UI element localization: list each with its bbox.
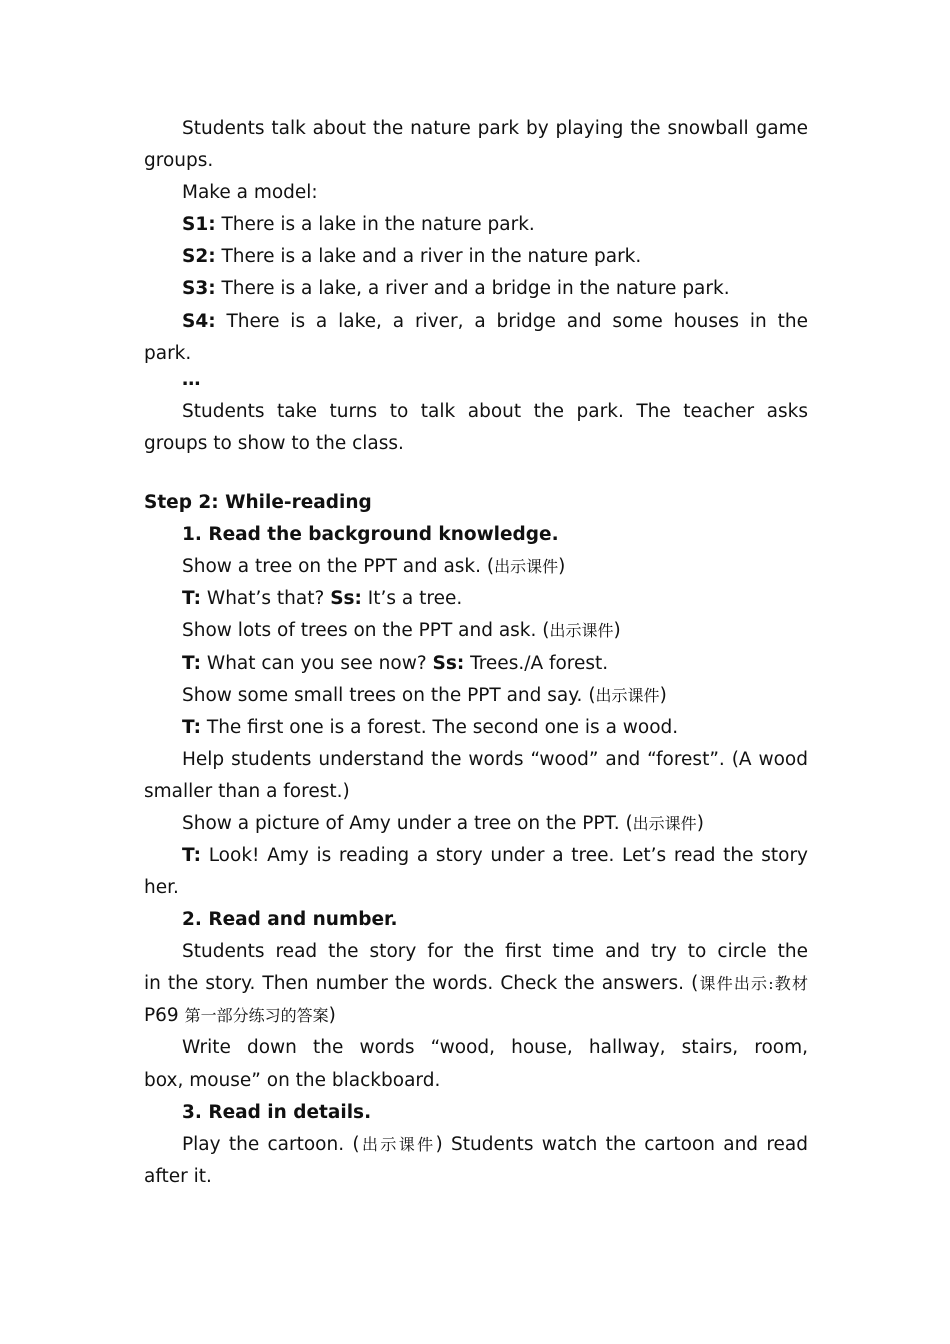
part2-line-3 xyxy=(144,1004,808,1028)
speaker-label: S4: xyxy=(182,311,216,332)
cn-note: 出示课件 xyxy=(359,1135,436,1154)
cn-note: 出示课件 xyxy=(632,814,697,833)
model-s1 xyxy=(182,213,808,237)
write-line-2: box, mouse” on the blackboard. xyxy=(144,1070,441,1091)
students-label: Ss: xyxy=(432,653,465,674)
show-text: Show lots of trees on the PPT and ask. ( xyxy=(182,620,550,641)
model-s4 xyxy=(182,310,808,334)
model-label: Make a model: xyxy=(182,182,318,203)
show-line-2 xyxy=(182,619,808,643)
show-line-3 xyxy=(182,684,808,708)
step2-heading: Step 2: While-reading xyxy=(144,492,372,513)
speaker-label: S1: xyxy=(182,214,216,235)
cn-note: 出示课件 xyxy=(549,621,614,640)
play-line-2: after it. xyxy=(144,1166,212,1187)
show-text: Show some small trees on the PPT and say. ( xyxy=(182,685,596,706)
close-paren: ) xyxy=(696,813,704,834)
teacher-label: T: xyxy=(182,717,202,738)
dialogue-3 xyxy=(182,716,808,740)
write-line-1: Write down the words “wood, house, hallway, stairs, room, xyxy=(182,1037,808,1058)
show-line-4 xyxy=(182,812,808,836)
cn-note: 第一部分练习的答案 xyxy=(184,1006,329,1025)
students-text: It’s a tree. xyxy=(361,588,463,609)
students-label: Ss: xyxy=(330,588,362,609)
page-ref: P69 xyxy=(144,1005,185,1026)
teacher-label: T: xyxy=(182,588,202,609)
teacher-text: What’s that? xyxy=(201,588,331,609)
show-text: Show a picture of Amy under a tree on the PPT. ( xyxy=(182,813,633,834)
cn-note: 出示课件 xyxy=(494,557,559,576)
students-text: Trees./A forest. xyxy=(464,653,609,674)
teacher-text: What can you see now? xyxy=(201,653,433,674)
teacher-text: The first one is a forest. The second one is a wood. xyxy=(201,717,679,738)
model-text: There is a lake, a river and a bridge in the nature park. xyxy=(215,278,730,299)
show-text: Show a tree on the PPT and ask. ( xyxy=(182,556,495,577)
part2-line-1: Students read the story for the first time and try to circle the xyxy=(182,941,808,962)
dialogue-2 xyxy=(182,652,808,676)
intro-line-2: groups. xyxy=(144,150,214,171)
turns-line-2: groups to show to the class. xyxy=(144,433,404,454)
teacher-text: Look! Amy is reading a story under a tree. Let’s read the story xyxy=(208,845,808,866)
ellipsis: … xyxy=(182,369,201,390)
part2-heading: 2. Read and number. xyxy=(182,909,398,930)
model-text: There is a lake and a river in the nature park. xyxy=(215,246,642,267)
help-line-1: Help students understand the words “wood” and “forest”. (A wood xyxy=(182,749,808,770)
close-paren: ) xyxy=(328,1005,336,1026)
intro-line-1: Students talk about the nature park by playing the snowball game xyxy=(182,118,808,139)
dialogue-4 xyxy=(182,844,808,868)
turns-line-1: Students take turns to talk about the park. The teacher asks xyxy=(182,401,808,422)
part2-line-2 xyxy=(144,972,808,996)
model-text: There is a lake, a river, a bridge and some houses in the xyxy=(226,311,808,332)
model-text: There is a lake in the nature park. xyxy=(215,214,535,235)
model-s2 xyxy=(182,245,808,269)
part2-text: in the story. Then number the words. Check the answers. ( xyxy=(144,973,699,994)
model-s4-cont: park. xyxy=(144,343,192,364)
close-paren: ) xyxy=(659,685,667,706)
cn-note: 课件出示:教材 xyxy=(698,974,808,993)
part1-heading: 1. Read the background knowledge. xyxy=(182,524,559,545)
close-paren: ) xyxy=(558,556,566,577)
speaker-label: S3: xyxy=(182,278,216,299)
play-rest: ) Students watch the cartoon and read xyxy=(435,1134,808,1155)
teacher-label: T: xyxy=(182,653,202,674)
teacher-label: T: xyxy=(182,845,202,866)
close-paren: ) xyxy=(613,620,621,641)
dialogue-4-cont: her. xyxy=(144,877,179,898)
dialogue-1 xyxy=(182,587,808,611)
part3-heading: 3. Read in details. xyxy=(182,1102,372,1123)
play-text: Play the cartoon. ( xyxy=(182,1134,360,1155)
play-line-1 xyxy=(182,1133,808,1157)
show-line-1 xyxy=(182,555,808,579)
help-line-2: smaller than a forest.) xyxy=(144,781,350,802)
model-s3 xyxy=(182,277,808,301)
speaker-label: S2: xyxy=(182,246,216,267)
cn-note: 出示课件 xyxy=(595,686,660,705)
